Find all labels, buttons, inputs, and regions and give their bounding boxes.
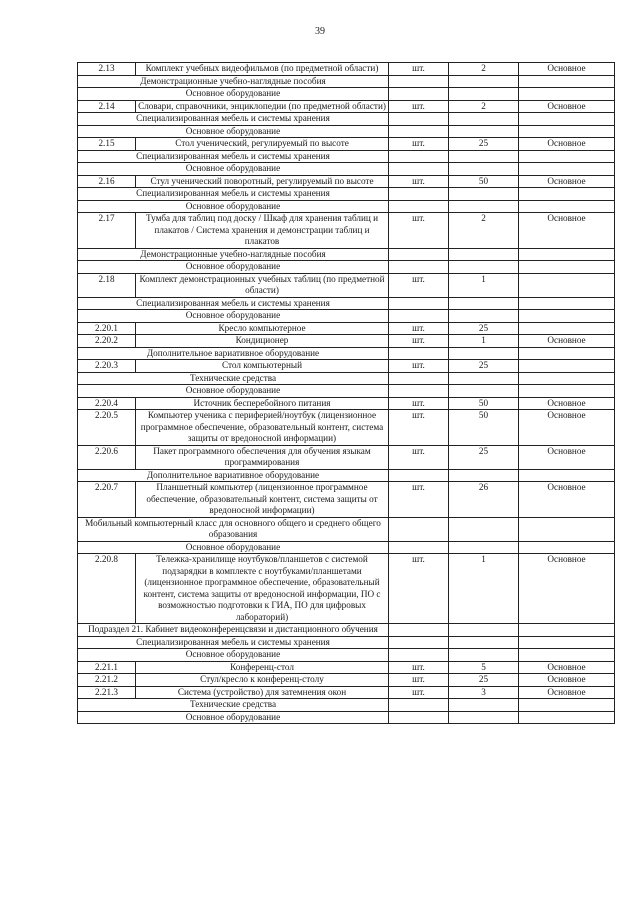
section-title: Основное оборудование (78, 125, 389, 138)
section-row (78, 699, 615, 712)
item-number: 2.20.5 (78, 410, 136, 446)
item-row (78, 445, 615, 469)
item-name: Стол ученический, регулируемый по высоте (136, 138, 389, 151)
type-cell (519, 541, 615, 554)
item-number: 2.18 (78, 273, 136, 297)
item-unit: шт. (389, 213, 449, 249)
qty-cell (449, 385, 519, 398)
item-row (78, 213, 615, 249)
item-number: 2.20.1 (78, 322, 136, 335)
item-name: Источник бесперебойного питания (136, 397, 389, 410)
unit-cell (389, 469, 449, 482)
item-name: Стул ученический поворотный, регулируемый по высоте (136, 175, 389, 188)
unit-cell (389, 248, 449, 261)
type-cell (519, 649, 615, 662)
item-quantity: 2 (449, 63, 519, 76)
equipment-table-body (78, 63, 615, 724)
item-quantity: 26 (449, 482, 519, 518)
item-quantity: 25 (449, 138, 519, 151)
type-cell (519, 711, 615, 724)
section-row (78, 125, 615, 138)
item-name: Комплект учебных видеофильмов (по предметной области) (136, 63, 389, 76)
section-title: Дополнительное вариативное оборудование (78, 347, 389, 360)
section-title: Основное оборудование (78, 261, 389, 274)
section-row (78, 649, 615, 662)
qty-cell (449, 469, 519, 482)
qty-cell (449, 711, 519, 724)
item-unit: шт. (389, 360, 449, 373)
item-number: 2.14 (78, 100, 136, 113)
type-cell (519, 699, 615, 712)
unit-cell (389, 310, 449, 323)
section-row (78, 88, 615, 101)
item-type: Основное (519, 213, 615, 249)
unit-cell (389, 75, 449, 88)
item-name: Словари, справочники, энциклопедии (по предметной области) (136, 100, 389, 113)
item-row (78, 661, 615, 674)
section-row (78, 624, 615, 637)
section-title: Подраздел 21. Кабинет видеоконференцсвязи и дистанционного обучения (78, 624, 389, 637)
section-row (78, 347, 615, 360)
item-row (78, 100, 615, 113)
type-cell (519, 385, 615, 398)
type-cell (519, 163, 615, 176)
type-cell (519, 624, 615, 637)
unit-cell (389, 649, 449, 662)
item-unit: шт. (389, 100, 449, 113)
qty-cell (449, 372, 519, 385)
qty-cell (449, 200, 519, 213)
item-number: 2.20.2 (78, 335, 136, 348)
section-row (78, 636, 615, 649)
item-unit: шт. (389, 138, 449, 151)
type-cell (519, 88, 615, 101)
item-row (78, 138, 615, 151)
item-type (519, 273, 615, 297)
section-title: Основное оборудование (78, 163, 389, 176)
page-number: 39 (315, 26, 325, 37)
item-row (78, 482, 615, 518)
section-row (78, 469, 615, 482)
item-number: 2.15 (78, 138, 136, 151)
section-row (78, 188, 615, 201)
item-quantity: 5 (449, 661, 519, 674)
item-row (78, 410, 615, 446)
qty-cell (449, 163, 519, 176)
item-name: Система (устройство) для затемнения окон (136, 686, 389, 699)
qty-cell (449, 150, 519, 163)
unit-cell (389, 711, 449, 724)
item-quantity: 50 (449, 410, 519, 446)
section-title: Специализированная мебель и системы хранения (78, 636, 389, 649)
section-row (78, 75, 615, 88)
unit-cell (389, 347, 449, 360)
section-title: Дополнительное вариативное оборудование (78, 469, 389, 482)
item-unit: шт. (389, 273, 449, 297)
item-name: Пакет программного обеспечения для обучения языкам программирования (136, 445, 389, 469)
section-title: Технические средства (78, 699, 389, 712)
type-cell (519, 188, 615, 201)
type-cell (519, 517, 615, 541)
qty-cell (449, 347, 519, 360)
type-cell (519, 310, 615, 323)
item-name: Конференц-стол (136, 661, 389, 674)
qty-cell (449, 636, 519, 649)
item-row (78, 686, 615, 699)
item-number: 2.20.7 (78, 482, 136, 518)
item-number: 2.17 (78, 213, 136, 249)
qty-cell (449, 248, 519, 261)
item-number: 2.20.4 (78, 397, 136, 410)
section-row (78, 517, 615, 541)
type-cell (519, 636, 615, 649)
item-number: 2.13 (78, 63, 136, 76)
section-title: Основное оборудование (78, 385, 389, 398)
item-unit: шт. (389, 335, 449, 348)
item-quantity: 1 (449, 335, 519, 348)
item-unit: шт. (389, 686, 449, 699)
section-row (78, 372, 615, 385)
qty-cell (449, 88, 519, 101)
type-cell (519, 200, 615, 213)
item-number: 2.21.1 (78, 661, 136, 674)
type-cell (519, 347, 615, 360)
item-name: Стул/кресло к конференц-столу (136, 674, 389, 687)
qty-cell (449, 310, 519, 323)
item-type (519, 322, 615, 335)
item-number: 2.21.3 (78, 686, 136, 699)
item-quantity: 25 (449, 445, 519, 469)
item-unit: шт. (389, 482, 449, 518)
item-type: Основное (519, 175, 615, 188)
item-name: Компьютер ученика с периферией/ноутбук (лицензионное программное обеспечение, образовательный контент, система защиты от вредоносной информации) (136, 410, 389, 446)
qty-cell (449, 649, 519, 662)
item-type: Основное (519, 482, 615, 518)
unit-cell (389, 624, 449, 637)
section-title: Основное оборудование (78, 88, 389, 101)
section-row (78, 200, 615, 213)
item-type: Основное (519, 445, 615, 469)
section-row (78, 261, 615, 274)
item-row (78, 335, 615, 348)
type-cell (519, 125, 615, 138)
item-type: Основное (519, 674, 615, 687)
section-row (78, 385, 615, 398)
item-number: 2.20.6 (78, 445, 136, 469)
item-unit: шт. (389, 175, 449, 188)
type-cell (519, 372, 615, 385)
item-name: Кресло компьютерное (136, 322, 389, 335)
item-type: Основное (519, 554, 615, 624)
item-row (78, 273, 615, 297)
item-unit: шт. (389, 410, 449, 446)
item-unit: шт. (389, 661, 449, 674)
type-cell (519, 261, 615, 274)
item-quantity: 25 (449, 322, 519, 335)
item-quantity: 50 (449, 175, 519, 188)
item-unit: шт. (389, 554, 449, 624)
item-row (78, 554, 615, 624)
item-unit: шт. (389, 445, 449, 469)
type-cell (519, 248, 615, 261)
qty-cell (449, 125, 519, 138)
item-quantity: 50 (449, 397, 519, 410)
unit-cell (389, 372, 449, 385)
section-title: Основное оборудование (78, 541, 389, 554)
item-name: Тумба для таблиц под доску / Шкаф для хранения таблиц и плакатов / Система хранения и демонстрации таблиц и плакатов (136, 213, 389, 249)
qty-cell (449, 699, 519, 712)
item-type (519, 360, 615, 373)
section-title: Основное оборудование (78, 200, 389, 213)
section-title: Основное оборудование (78, 711, 389, 724)
qty-cell (449, 261, 519, 274)
section-title: Мобильный компьютерный класс для основного общего и среднего общего образования (78, 517, 389, 541)
item-type: Основное (519, 335, 615, 348)
unit-cell (389, 163, 449, 176)
unit-cell (389, 200, 449, 213)
item-type: Основное (519, 63, 615, 76)
item-row (78, 63, 615, 76)
unit-cell (389, 150, 449, 163)
item-row (78, 175, 615, 188)
qty-cell (449, 517, 519, 541)
item-number: 2.20.8 (78, 554, 136, 624)
item-name: Стол компьютерный (136, 360, 389, 373)
section-title: Специализированная мебель и системы хранения (78, 297, 389, 310)
item-type: Основное (519, 397, 615, 410)
unit-cell (389, 541, 449, 554)
section-row (78, 163, 615, 176)
unit-cell (389, 188, 449, 201)
item-number: 2.21.2 (78, 674, 136, 687)
item-unit: шт. (389, 674, 449, 687)
section-row (78, 541, 615, 554)
unit-cell (389, 88, 449, 101)
type-cell (519, 297, 615, 310)
item-row (78, 674, 615, 687)
item-row (78, 360, 615, 373)
item-name: Кондиционер (136, 335, 389, 348)
item-quantity: 1 (449, 273, 519, 297)
item-type: Основное (519, 686, 615, 699)
item-row (78, 322, 615, 335)
item-quantity: 1 (449, 554, 519, 624)
qty-cell (449, 75, 519, 88)
qty-cell (449, 188, 519, 201)
item-quantity: 25 (449, 674, 519, 687)
section-title: Демонстрационные учебно-наглядные пособия (78, 248, 389, 261)
section-row (78, 248, 615, 261)
item-type: Основное (519, 410, 615, 446)
section-title: Основное оборудование (78, 649, 389, 662)
item-unit: шт. (389, 63, 449, 76)
item-unit: шт. (389, 397, 449, 410)
type-cell (519, 75, 615, 88)
item-quantity: 3 (449, 686, 519, 699)
section-row (78, 711, 615, 724)
item-number: 2.20.3 (78, 360, 136, 373)
unit-cell (389, 125, 449, 138)
item-quantity: 25 (449, 360, 519, 373)
item-number: 2.16 (78, 175, 136, 188)
qty-cell (449, 297, 519, 310)
item-name: Тележка-хранилище ноутбуков/планшетов с системой подзарядки в комплекте с ноутбуками/планшетами (лицензионное программное обеспечение, образовательный контент, система защиты от вредоносной информации, ПО с возможностью подготовки к ГИА, ПО для цифровых лабораторий) (136, 554, 389, 624)
unit-cell (389, 385, 449, 398)
item-quantity: 2 (449, 213, 519, 249)
type-cell (519, 150, 615, 163)
unit-cell (389, 636, 449, 649)
unit-cell (389, 699, 449, 712)
section-row (78, 310, 615, 323)
qty-cell (449, 624, 519, 637)
section-title: Специализированная мебель и системы хранения (78, 188, 389, 201)
section-title: Демонстрационные учебно-наглядные пособия (78, 75, 389, 88)
unit-cell (389, 517, 449, 541)
item-row (78, 397, 615, 410)
section-title: Специализированная мебель и системы хранения (78, 113, 389, 126)
type-cell (519, 469, 615, 482)
section-title: Технические средства (78, 372, 389, 385)
item-quantity: 2 (449, 100, 519, 113)
qty-cell (449, 541, 519, 554)
equipment-table (77, 62, 615, 724)
section-title: Основное оборудование (78, 310, 389, 323)
unit-cell (389, 297, 449, 310)
item-type: Основное (519, 138, 615, 151)
item-type: Основное (519, 661, 615, 674)
qty-cell (449, 113, 519, 126)
item-name: Комплект демонстрационных учебных таблиц (по предметной области) (136, 273, 389, 297)
section-row (78, 297, 615, 310)
type-cell (519, 113, 615, 126)
section-row (78, 150, 615, 163)
unit-cell (389, 113, 449, 126)
unit-cell (389, 261, 449, 274)
section-title: Специализированная мебель и системы хранения (78, 150, 389, 163)
item-unit: шт. (389, 322, 449, 335)
section-row (78, 113, 615, 126)
item-name: Планшетный компьютер (лицензионное программное обеспечение, образовательный контент, система защиты от вредоносной информации) (136, 482, 389, 518)
item-type: Основное (519, 100, 615, 113)
